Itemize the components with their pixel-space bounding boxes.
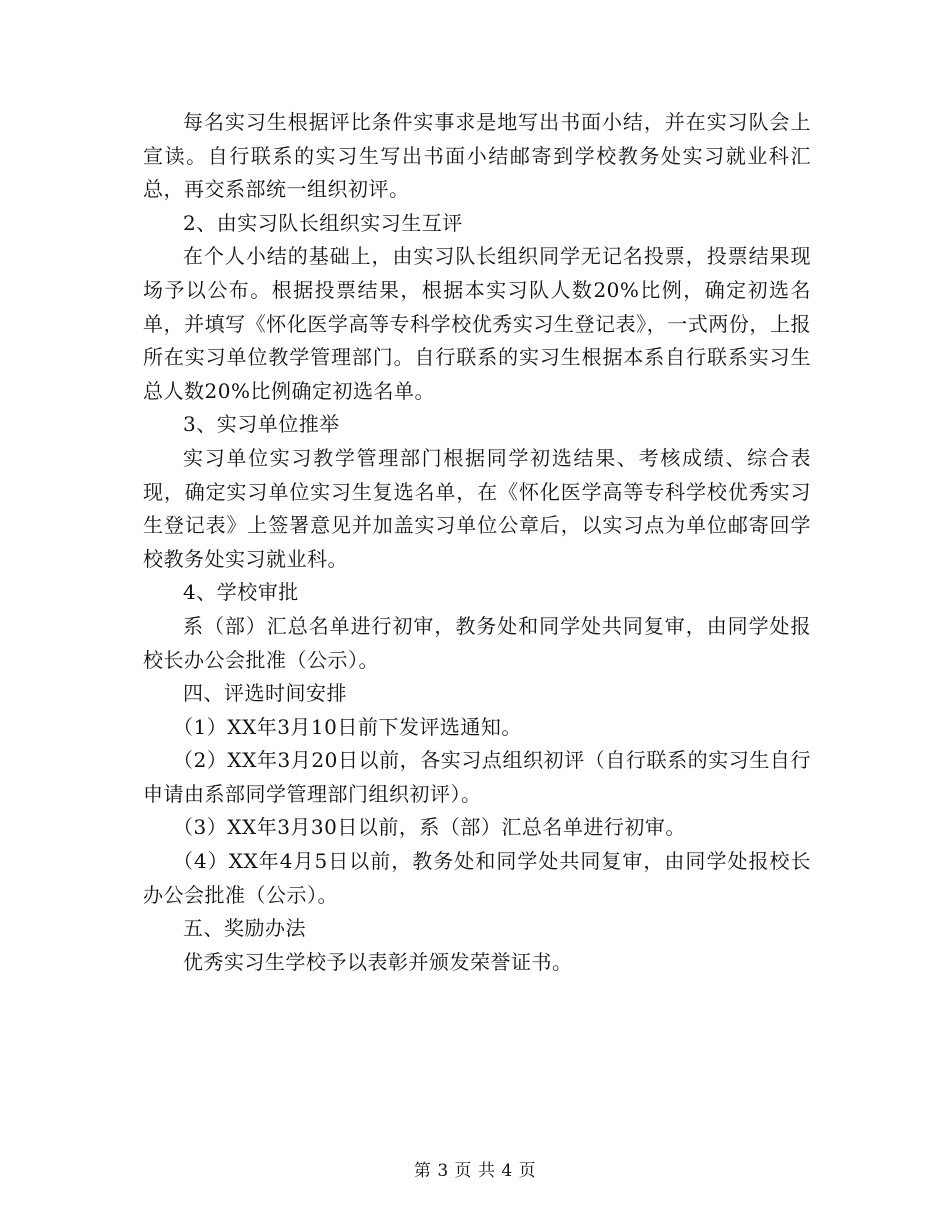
schedule-item-4: （4）XX年4月5日以前，教务处和同学处共同复审，由同学处报校长办公会批准（公示）。: [143, 849, 811, 907]
heading-rewards: 五、奖励办法: [183, 916, 306, 941]
paragraph-school-approval: 系（部）汇总名单进行初审，教务处和同学处共同复审，由同学处报校长办公会批准（公示）。: [143, 613, 811, 672]
page-footer: [0, 1156, 950, 1181]
page-number-label: 第 3 页 共 4 页: [413, 1161, 537, 1181]
schedule-item-2: （2）XX年3月20日以前，各实习点组织初评（自行联系的实习生自行申请由系部同学管理部门组织初评）。: [143, 748, 811, 806]
paragraph-peer-review: 在个人小结的基础上，由实习队长组织同学无记名投票，投票结果现场予以公布。根据投票结果，根据本实习队人数20%比例，确定初选名单，并填写《怀化医学高等专科学校优秀实习生登记表》，一式两份，上报所在实习单位教学管理部门。自行联系的实习生根据本系自行联系实习生总人数20%比例确定初选名单。: [143, 244, 811, 403]
paragraph-self-summary: 每名实习生根据评比条件实事求是地写出书面小结，并在实习队会上宣读。自行联系的实习生写出书面小结邮寄到学校教务处实习就业科汇总，再交系部统一组织初评。: [143, 110, 811, 202]
heading-team-peer-review: 2、由实习队长组织实习生互评: [183, 210, 463, 235]
heading-schedule: 四、评选时间安排: [183, 681, 347, 706]
paragraph-unit-recommendation: 实习单位实习教学管理部门根据同学初选结果、考核成绩、综合表现，确定实习单位实习生复选名单，在《怀化医学高等专科学校优秀实习生登记表》上签署意见并加盖实习单位公章后，以实习点为单位邮寄回学校教务处实习就业科。: [143, 445, 811, 571]
schedule-item-1: （1）XX年3月10日前下发评选通知。: [173, 714, 522, 739]
heading-school-approval: 4、学校审批: [183, 580, 299, 605]
heading-unit-recommendation: 3、实习单位推举: [183, 412, 340, 437]
paragraph-rewards: 优秀实习生学校予以表彰并颁发荣誉证书。: [183, 949, 573, 974]
schedule-item-3: （3）XX年3月30日以前，系（部）汇总名单进行初审。: [173, 815, 686, 840]
document-body: [143, 106, 811, 979]
